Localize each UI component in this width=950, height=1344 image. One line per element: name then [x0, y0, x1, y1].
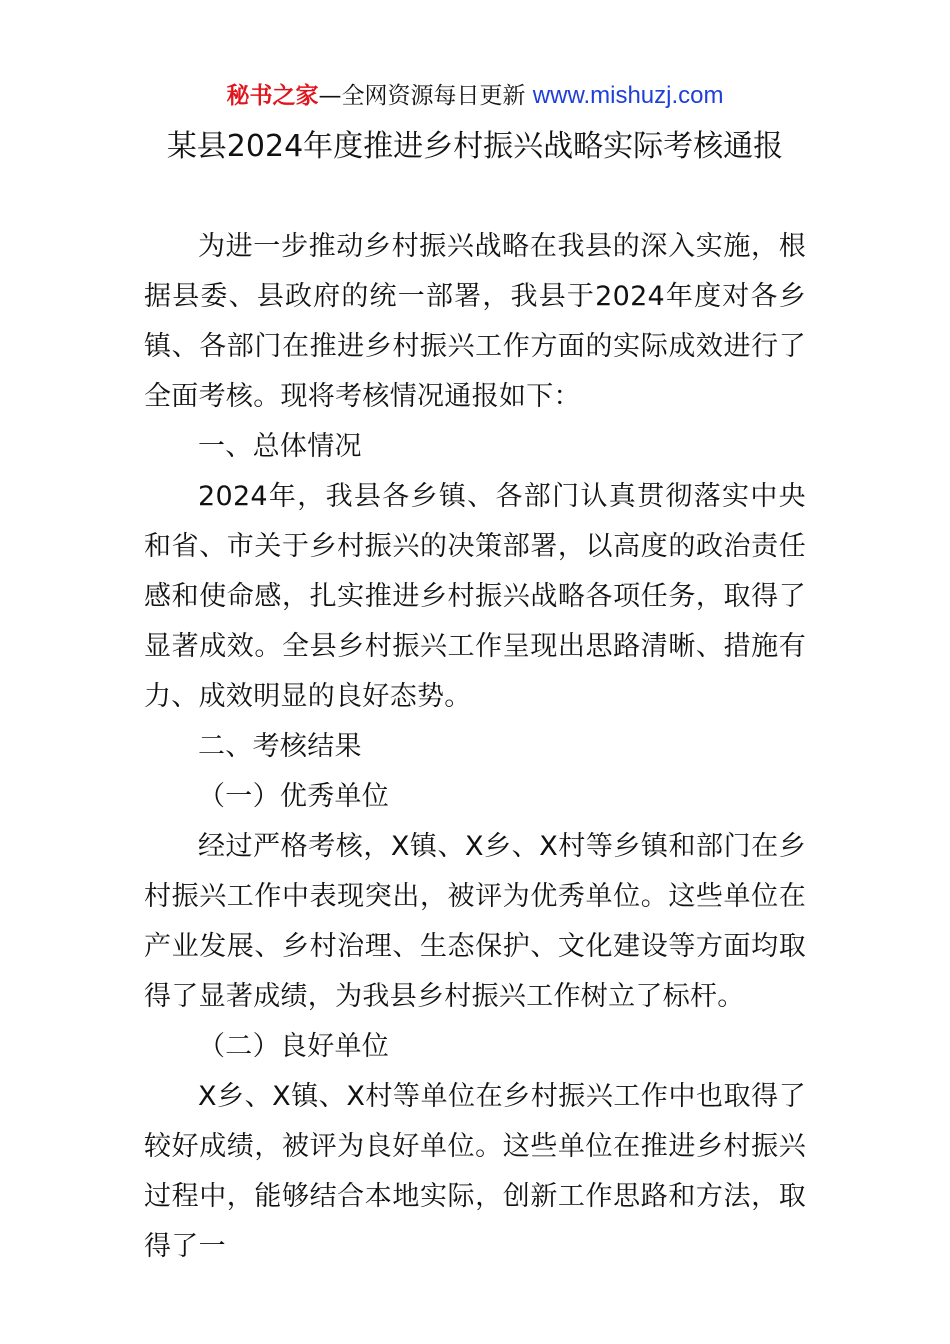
section-heading-results: 二、考核结果 — [198, 731, 362, 762]
document-body — [144, 222, 806, 1272]
subheading-excellent: （一）优秀单位 — [198, 781, 390, 812]
section-heading-overview: 一、总体情况 — [198, 431, 362, 462]
intro-paragraph: 为进一步推动乡村振兴战略在我县的深入实施，根据县委、县政府的统一部署，我县于2024年度对各乡镇、各部门在推进乡村振兴工作方面的实际成效进行了全面考核。现将考核情况通报如下： — [144, 231, 806, 412]
site-header — [0, 80, 950, 112]
subheading-good: （二）良好单位 — [198, 1031, 390, 1062]
overview-paragraph: 2024年，我县各乡镇、各部门认真贯彻落实中央和省、市关于乡村振兴的决策部署，以高度的政治责任感和使命感，扎实推进乡村振兴战略各项任务，取得了显著成效。全县乡村振兴工作呈现出思路清晰、措施有力、成效明显的良好态势。 — [144, 481, 806, 712]
site-url-link[interactable]: www.mishuzj.com — [532, 82, 724, 109]
good-paragraph: X乡、X镇、X村等单位在乡村振兴工作中也取得了较好成绩，被评为良好单位。这些单位在推进乡村振兴过程中，能够结合本地实际，创新工作思路和方法，取得了一 — [144, 1081, 806, 1262]
excellent-paragraph: 经过严格考核，X镇、X乡、X村等乡镇和部门在乡村振兴工作中表现突出，被评为优秀单位。这些单位在产业发展、乡村治理、生态保护、文化建设等方面均取得了显著成绩，为我县乡村振兴工作树立了标杆。 — [144, 831, 806, 1012]
site-tagline: —全网资源每日更新 — [318, 83, 533, 109]
site-brand: 秘书之家 — [226, 83, 319, 109]
document-title: 某县2024年度推进乡村振兴战略实际考核通报 — [166, 129, 784, 164]
